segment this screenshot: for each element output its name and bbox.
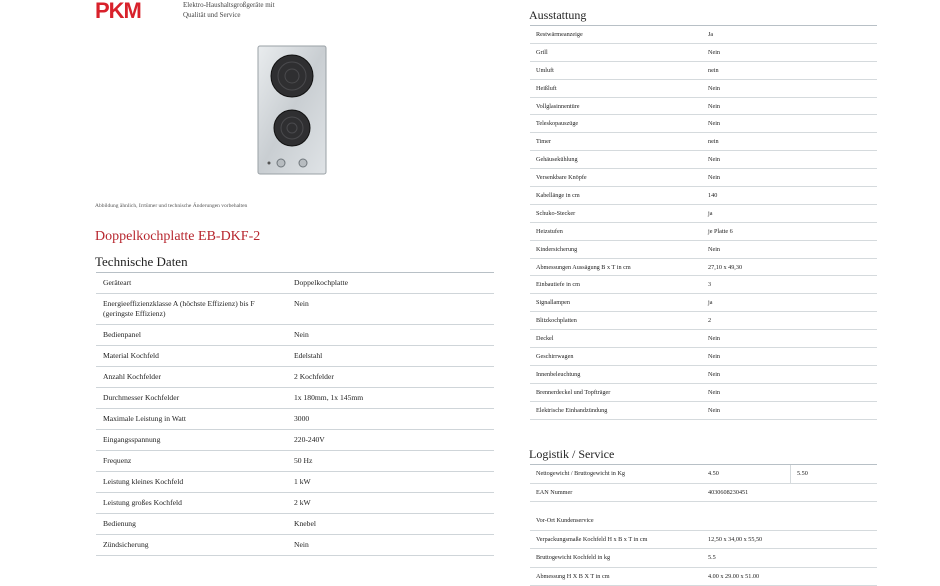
ean-value: 4030608230451 <box>702 483 877 502</box>
table-row <box>96 388 494 409</box>
table-row <box>530 26 877 43</box>
service-label: Vor-Ort Kundenservice <box>530 512 877 530</box>
table-row <box>530 222 877 240</box>
table-row <box>530 483 877 502</box>
table-row <box>530 465 877 483</box>
table-key: Energieeffizienzklasse A (höchste Effizienz) bis F (geringste Effizienz) <box>96 294 287 325</box>
table-row <box>530 115 877 133</box>
table-value: Nein <box>287 325 494 346</box>
table-row <box>530 567 877 586</box>
table-key: Bedienung <box>96 514 287 535</box>
table-row <box>530 151 877 169</box>
table-value: Nein <box>702 365 877 383</box>
table-row <box>530 258 877 276</box>
table-value: Edelstahl <box>287 346 494 367</box>
table-key: EAN Nummer <box>530 483 702 502</box>
table-row <box>530 79 877 97</box>
table-key: Deckel <box>530 330 702 348</box>
logistics-table <box>530 465 877 586</box>
table-value: 5.5 <box>702 549 877 568</box>
table-value: Nein <box>287 294 494 325</box>
table-key: Versenkbare Knöpfe <box>530 169 702 187</box>
net-weight-value: 4.50 <box>702 465 791 483</box>
table-key: Bruttogewicht Kochfeld in kg <box>530 549 702 568</box>
table-row <box>96 535 494 556</box>
table-row <box>530 401 877 419</box>
logistics-heading: Logistik / Service <box>529 447 615 461</box>
table-key: Blitzkochplatten <box>530 312 702 330</box>
table-key: Innenbeleuchtung <box>530 365 702 383</box>
table-key: Nettogewicht / Bruttogewicht in Kg <box>530 465 702 483</box>
table-key: Leistung großes Kochfeld <box>96 493 287 514</box>
tagline-line-2: Qualität und Service <box>183 11 241 19</box>
table-key: Heizstufen <box>530 222 702 240</box>
image-caption: Abbildung ähnlich, Irrtümer und technische Änderungen vorbehalten <box>95 203 248 209</box>
table-key: Anzahl Kochfelder <box>96 367 287 388</box>
table-key: Elektrische Einhandzündung <box>530 401 702 419</box>
table-value: nein <box>702 61 877 79</box>
equipment-table <box>530 26 877 420</box>
pkm-logo <box>95 0 175 22</box>
table-row <box>530 294 877 312</box>
technical-data-table <box>96 273 494 556</box>
table-row <box>96 430 494 451</box>
table-row <box>530 169 877 187</box>
table-row <box>530 276 877 294</box>
brand-tagline <box>183 0 275 20</box>
table-row <box>530 365 877 383</box>
technical-data-heading: Technische Daten <box>95 254 188 269</box>
table-row <box>530 240 877 258</box>
table-key: Gehäusekühlung <box>530 151 702 169</box>
table-value: Nein <box>702 115 877 133</box>
table-value: Nein <box>702 240 877 258</box>
table-key: Signallampen <box>530 294 702 312</box>
table-row <box>96 493 494 514</box>
table-value: Nein <box>702 330 877 348</box>
table-key: Geräteart <box>96 273 287 294</box>
table-row <box>96 451 494 472</box>
table-value: 2 Kochfelder <box>287 367 494 388</box>
table-key: Maximale Leistung in Watt <box>96 409 287 430</box>
table-value: 220-240V <box>287 430 494 451</box>
table-row <box>530 383 877 401</box>
table-value: 12,50 x 34,00 x 55,50 <box>702 530 877 549</box>
table-key: Umluft <box>530 61 702 79</box>
table-row <box>530 312 877 330</box>
table-value: Nein <box>287 535 494 556</box>
table-key: Kabellänge in cm <box>530 187 702 205</box>
table-value: 27,10 x 49,30 <box>702 258 877 276</box>
table-row <box>530 330 877 348</box>
table-key: Leistung kleines Kochfeld <box>96 472 287 493</box>
table-value: Nein <box>702 43 877 61</box>
table-row <box>96 514 494 535</box>
table-value: Knebel <box>287 514 494 535</box>
gross-weight-value: 5.50 <box>791 465 878 483</box>
table-key: Durchmesser Kochfelder <box>96 388 287 409</box>
table-key: Abmessungen Aussägung B x T in cm <box>530 258 702 276</box>
table-row <box>96 325 494 346</box>
table-key: Material Kochfeld <box>96 346 287 367</box>
table-row <box>530 97 877 115</box>
table-key: Restwärmeanzeige <box>530 26 702 43</box>
table-value: 1x 180mm, 1x 145mm <box>287 388 494 409</box>
table-value: 3 <box>702 276 877 294</box>
table-key: Verpackungsmaße Kochfeld H x B x T in cm <box>530 530 702 549</box>
table-key: Abmessung H X B X T in cm <box>530 567 702 586</box>
table-value: je Platte 6 <box>702 222 877 240</box>
table-key: Einbautiefe in cm <box>530 276 702 294</box>
table-value: Nein <box>702 383 877 401</box>
table-value: 50 Hz <box>287 451 494 472</box>
table-value: Nein <box>702 348 877 366</box>
product-image <box>257 45 327 175</box>
table-key: Timer <box>530 133 702 151</box>
table-value: Nein <box>702 401 877 419</box>
table-value: Ja <box>702 26 877 43</box>
table-value: Nein <box>702 169 877 187</box>
table-value: nein <box>702 133 877 151</box>
table-value: ja <box>702 294 877 312</box>
tagline-line-1: Elektro-Haushaltsgroßgeräte mit <box>183 1 275 9</box>
table-row <box>530 512 877 530</box>
product-title: Doppelkochplatte EB-DKF-2 <box>95 229 261 244</box>
table-key: Brennerdeckel und Topfträger <box>530 383 702 401</box>
table-key: Teleskopauszüge <box>530 115 702 133</box>
table-value: ja <box>702 204 877 222</box>
table-row <box>530 348 877 366</box>
table-row <box>96 472 494 493</box>
table-value: 2 kW <box>287 493 494 514</box>
table-row <box>96 409 494 430</box>
table-value: Nein <box>702 79 877 97</box>
table-key: Schuko-Stecker <box>530 204 702 222</box>
table-value: 3000 <box>287 409 494 430</box>
table-key: Geschirrwagen <box>530 348 702 366</box>
table-value: 140 <box>702 187 877 205</box>
table-key: Frequenz <box>96 451 287 472</box>
table-value: Nein <box>702 151 877 169</box>
table-row <box>530 204 877 222</box>
table-row <box>530 187 877 205</box>
table-value: 1 kW <box>287 472 494 493</box>
table-value: Nein <box>702 97 877 115</box>
table-row <box>530 61 877 79</box>
table-key: Heißluft <box>530 79 702 97</box>
table-row <box>96 273 494 294</box>
table-value: 4.00 x 29.00 x 51.00 <box>702 567 877 586</box>
table-key: Grill <box>530 43 702 61</box>
table-key: Bedienpanel <box>96 325 287 346</box>
table-row <box>96 294 494 325</box>
table-value: Doppelkochplatte <box>287 273 494 294</box>
table-value: 2 <box>702 312 877 330</box>
table-row <box>530 549 877 568</box>
equipment-heading: Ausstattung <box>529 8 587 22</box>
table-row <box>96 367 494 388</box>
table-row <box>530 133 877 151</box>
table-key: Kindersicherung <box>530 240 702 258</box>
table-row <box>530 43 877 61</box>
svg-text:PKM: PKM <box>95 0 141 22</box>
table-key: Vollglasinnentüre <box>530 97 702 115</box>
table-key: Zündsicherung <box>96 535 287 556</box>
table-row <box>530 530 877 549</box>
table-row <box>96 346 494 367</box>
table-spacer <box>530 502 877 513</box>
table-key: Eingangsspannung <box>96 430 287 451</box>
